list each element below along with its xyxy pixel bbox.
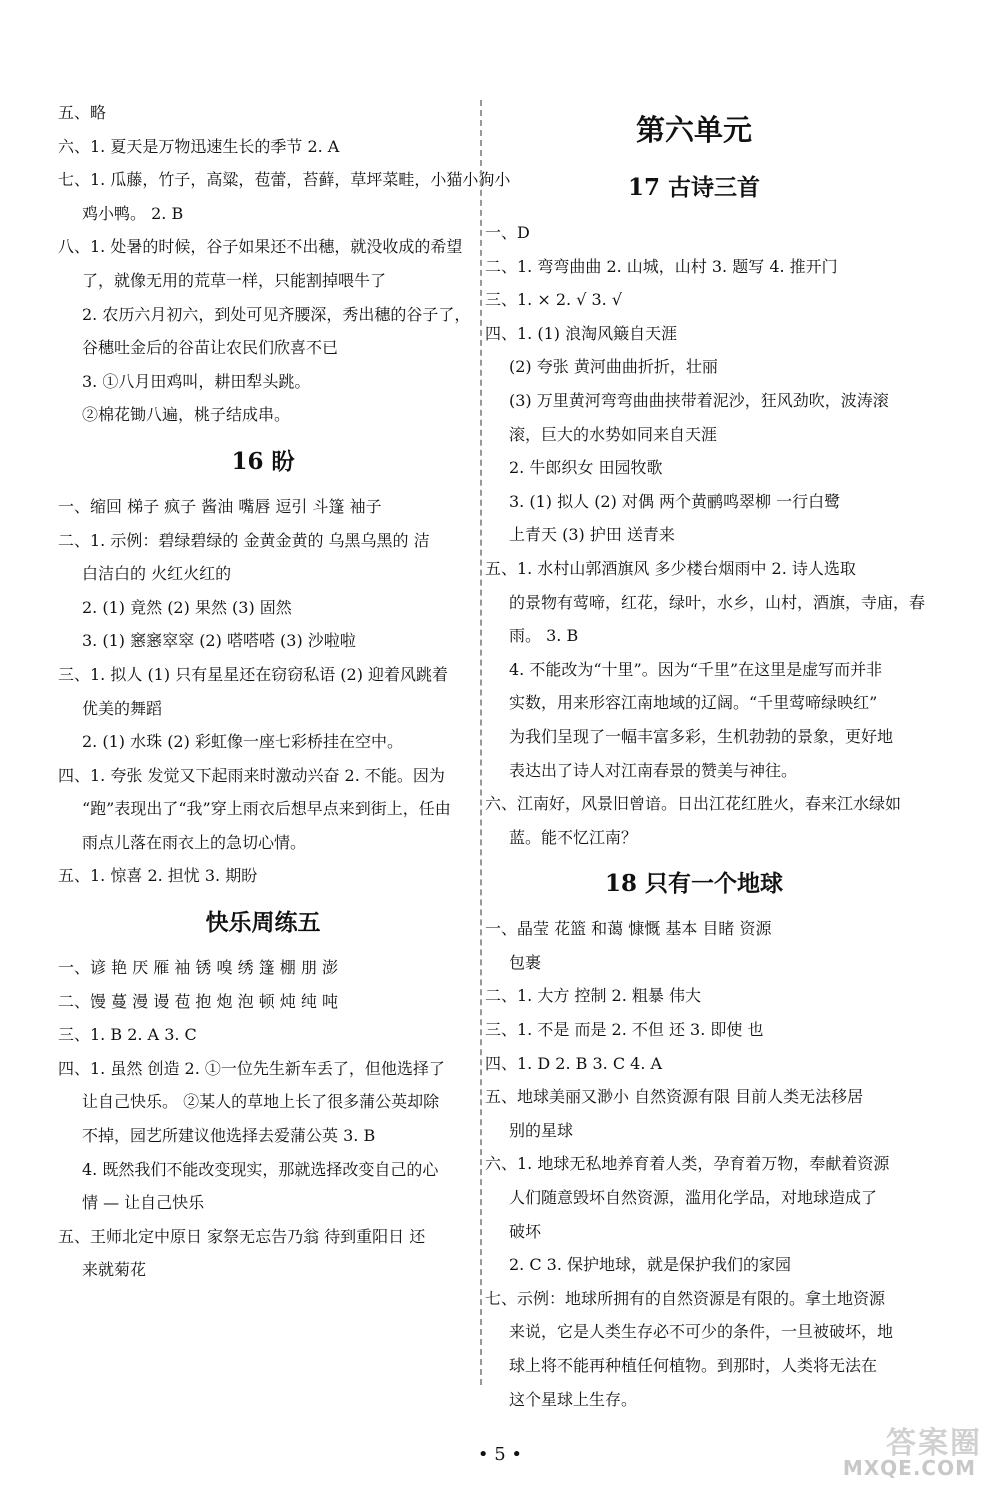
unit-6-title: 第六单元 bbox=[635, 113, 752, 147]
answer-block-18 bbox=[485, 912, 903, 1416]
answer-line: 二、1. 大方 控制 2. 粗暴 伟大 bbox=[485, 986, 701, 1006]
answer-line: 2. 牛郎织女 田园牧歌 bbox=[509, 458, 663, 478]
answer-line: 滚，巨大的水势如同来自天涯 bbox=[509, 424, 718, 444]
answer-block-17 bbox=[485, 216, 926, 854]
answer-line: 3. (1) 拟人 (2) 对偶 两个黄鹂鸣翠柳 一行白鹭 bbox=[509, 491, 841, 511]
answer-line: 五、1. 水村山郭酒旗风 多少楼台烟雨中 2. 诗人选取 bbox=[485, 558, 856, 578]
answer-line: 2. 农历六月初六，到处可见齐腰深，秀出穗的谷子了， bbox=[82, 304, 471, 324]
answer-line: 四、1. 虽然 创造 2. ①一位先生新车丢了，但他选择了 bbox=[58, 1058, 445, 1078]
answer-line: 优美的舞蹈 bbox=[82, 698, 163, 718]
answer-line: 雨。 3. B bbox=[509, 626, 579, 646]
answer-line: 2. C 3. 保护地球，就是保护我们的家园 bbox=[509, 1255, 792, 1275]
answer-line: 雨点儿落在雨衣上的急切心情。 bbox=[82, 832, 307, 852]
answer-line: 为我们呈现了一幅丰富多彩，生机勃勃的景象，更好地 bbox=[509, 726, 894, 746]
answer-line: 五、略 bbox=[58, 103, 107, 122]
answer-line: 这个星球上生存。 bbox=[509, 1389, 638, 1409]
answer-line: 二、1. 弯弯曲曲 2. 山城，山村 3. 题写 4. 推开门 bbox=[485, 256, 838, 276]
column-divider bbox=[480, 100, 482, 1385]
page-number: • 5 • bbox=[477, 1444, 523, 1465]
answer-line: 三、1. 拟人 (1) 只有星星还在窃窃私语 (2) 迎着风跳着 bbox=[58, 664, 449, 684]
answer-line: 2. (1) 水珠 (2) 彩虹像一座七彩桥挂在空中。 bbox=[82, 732, 403, 752]
watermark-logo bbox=[806, 1418, 982, 1482]
answer-line: 让自己快乐。 ②某人的草地上长了很多蒲公英却除 bbox=[82, 1092, 440, 1112]
lesson-16-heading: 16 盼 bbox=[231, 447, 295, 475]
answer-line: 4. 既然我们不能改变现实，那就选择改变自己的心 bbox=[82, 1159, 439, 1179]
answer-line: 三、1. × 2. √ 3. √ bbox=[485, 290, 623, 310]
answer-line: 情 — 让自己快乐 bbox=[82, 1193, 205, 1213]
answer-line: 谷穗吐金后的谷苗让农民们欣喜不已 bbox=[82, 338, 339, 358]
answer-line: 五、地球美丽又渺小 自然资源有限 目前人类无法移居 bbox=[485, 1087, 864, 1107]
answer-line: 别的星球 bbox=[509, 1120, 574, 1140]
answer-line: 实数，用来形容江南地域的辽阔。“千里莺啼绿映红” bbox=[509, 693, 878, 713]
answer-line: 四、1. (1) 浪淘风簸自天涯 bbox=[485, 323, 678, 343]
answer-line: 三、1. 不是 而是 2. 不但 还 3. 即使 也 bbox=[485, 1020, 764, 1040]
answer-line: 四、1. 夸张 发觉又下起雨来时激动兴奋 2. 不能。因为 bbox=[58, 765, 445, 785]
answer-line: 不掉，园艺所建议他选择去爱蒲公英 3. B bbox=[82, 1126, 376, 1146]
answer-block-16 bbox=[58, 490, 468, 893]
answer-line: 鸡小鸭。 2. B bbox=[82, 203, 184, 223]
answer-line: 二、馒 蔓 漫 谩 苞 抱 炮 泡 顿 炖 纯 吨 bbox=[58, 991, 338, 1011]
watermark-top-text: 答案圈 bbox=[886, 1426, 982, 1461]
answer-line: 七、1. 瓜藤，竹子，高粱，苞蕾，苔藓，草坪菜畦，小猫小狗小 bbox=[58, 170, 511, 190]
answer-line: 一、缩回 梯子 疯子 酱油 嘴唇 逗引 斗篷 袖子 bbox=[58, 496, 382, 516]
right-column bbox=[485, 96, 926, 1416]
answer-line: 一、D bbox=[485, 223, 530, 242]
answer-line: 破坏 bbox=[509, 1221, 542, 1241]
answer-line: 人们随意毁坏自然资源，滥用化学品，对地球造成了 bbox=[509, 1188, 878, 1208]
answer-line: 一、谚 艳 厌 雁 袖 锈 嗅 绣 篷 棚 朋 澎 bbox=[58, 958, 338, 978]
answer-line: 了，就像无用的荒草一样，只能割掉喂牛了 bbox=[82, 270, 387, 290]
answer-line: 球上将不能再种植任何植物。到那时，人类将无法在 bbox=[509, 1356, 878, 1375]
answer-line: 表达出了诗人对江南春景的赞美与神往。 bbox=[509, 760, 798, 780]
answer-line: 白洁白的 火红火红的 bbox=[82, 564, 232, 584]
lesson-18-heading: 18 只有一个地球 bbox=[604, 870, 783, 898]
answer-line: ②棉花锄八遍，桃子结成串。 bbox=[82, 405, 291, 425]
answer-line: 2. (1) 竟然 (2) 果然 (3) 固然 bbox=[82, 597, 292, 617]
answer-line: 五、1. 惊喜 2. 担忧 3. 期盼 bbox=[58, 866, 258, 886]
answer-line: 的景物有莺啼，红花，绿叶，水乡，山村，酒旗，寺庙，春 bbox=[509, 592, 926, 612]
answer-line: 一、晶莹 花篮 和蔼 慷慨 基本 目睹 资源 bbox=[485, 919, 772, 939]
answer-block-weekly-5 bbox=[58, 951, 468, 1287]
answer-line: 4. 不能改为“十里”。因为“千里”在这里是虚写而并非 bbox=[509, 659, 883, 679]
answer-line: 六、1. 夏天是万物迅速生长的季节 2. A bbox=[58, 136, 340, 156]
answer-line: 三、1. B 2. A 3. C bbox=[58, 1025, 197, 1045]
answer-line: 来就菊花 bbox=[82, 1260, 147, 1280]
answer-line: 六、江南好，风景旧曾谙。日出江花红胜火，春来江水绿如 bbox=[485, 794, 902, 814]
answer-line: 八、1. 处暑的时候，谷子如果还不出穗，就没收成的希望 bbox=[58, 237, 463, 257]
lesson-17-heading: 17 古诗三首 bbox=[627, 174, 760, 201]
answer-line: “跑”表现出了“我”穿上雨衣后想早点来到街上，任由 bbox=[82, 799, 451, 819]
answer-line: (2) 夸张 黄河曲曲折折，壮丽 bbox=[509, 357, 718, 377]
watermark-bottom-text: MXQE.COM bbox=[842, 1456, 976, 1480]
answer-line: 来说，它是人类生存必不可少的条件，一旦被破坏，地 bbox=[509, 1322, 894, 1342]
answer-line: 四、1. D 2. B 3. C 4. A bbox=[485, 1053, 663, 1073]
answer-line: 六、1. 地球无私地养育着人类，孕育着万物，奉献着资源 bbox=[485, 1154, 890, 1174]
answer-line: (3) 万里黄河弯弯曲曲挟带着泥沙，狂风劲吹，波涛滚 bbox=[509, 390, 889, 410]
answer-line: 蓝。能不忆江南？ bbox=[509, 827, 638, 847]
answer-line: 上青天 (3) 护田 送青来 bbox=[509, 525, 675, 545]
answer-line: 3. ①八月田鸡叫，耕田犁头跳。 bbox=[82, 371, 311, 391]
answer-line: 3. (1) 窸窸窣窣 (2) 嗒嗒嗒 (3) 沙啦啦 bbox=[82, 631, 356, 651]
answer-line: 五、王师北定中原日 家祭无忘告乃翁 待到重阳日 还 bbox=[58, 1226, 426, 1246]
answer-line: 七、示例：地球所拥有的自然资源是有限的。拿土地资源 bbox=[485, 1288, 886, 1308]
answer-line: 二、1. 示例：碧绿碧绿的 金黄金黄的 乌黑乌黑的 洁 bbox=[58, 530, 430, 550]
answer-line: 包裹 bbox=[509, 952, 542, 972]
weekly-practice-5-heading: 快乐周练五 bbox=[205, 909, 321, 937]
